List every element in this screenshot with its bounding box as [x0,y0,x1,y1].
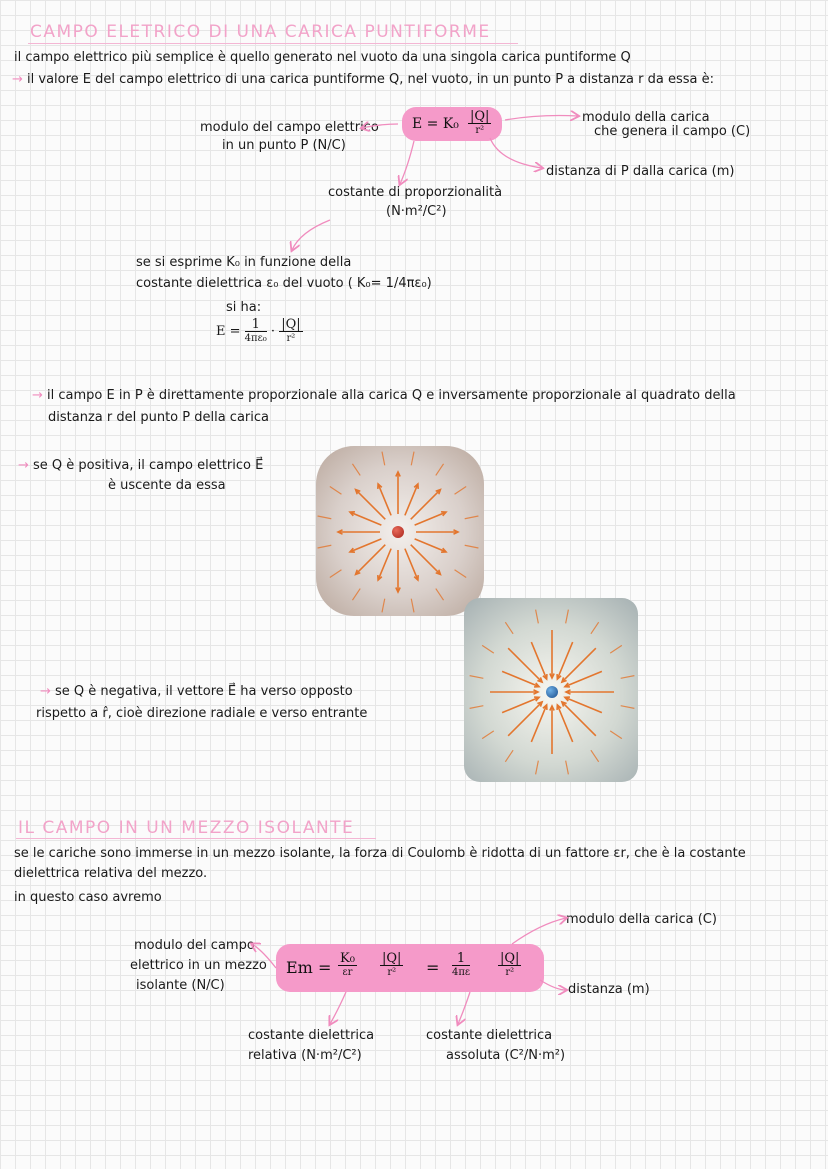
label-constant-1: costante di proporzionalità [328,185,503,200]
formula2-lhs: E = [216,324,241,339]
arrow-to-medium-field-label [252,944,276,968]
negative-line-1-text: se Q è negativa, il vettore E⃗ ha verso opposto [55,684,353,699]
k0-line-2: costante dielettrica ε₀ del vuoto ( K₀= 1/4πε₀) [136,276,432,291]
arrow-to-medium-distance-label [540,980,566,990]
formula2-den-2: r² [286,333,296,344]
k0-line-1: se si esprime K₀ in funzione della [136,255,352,270]
bullet-arrow-icon: → [12,72,28,87]
label-medium-field-2: elettrico in un mezzo [130,958,267,973]
positive-line-1-text: se Q è positiva, il campo elettrico E⃗ [33,458,264,473]
formula2-num-2: |Q| [281,317,301,332]
label-charge-modulus-2: che genera il campo (C) [594,124,751,139]
proportional-line-2: distanza r del punto P della carica [48,410,269,425]
formula-epsilon-form: E = $\frac{1}{\text{4πε₀}}$ · $\frac{|Q|}{\text{r²}}$ [216,317,301,344]
label-constant-2: (N·m²/C²) [386,204,447,219]
arrow-to-medium-charge-label [512,918,566,944]
frac3-den: 4πε [452,967,471,978]
frac2-num: |Q| [382,951,402,966]
label-distance: distanza di P dalla carica (m) [546,164,735,179]
arrow-to-absolute-dielectric [458,992,470,1024]
positive-line-2: è uscente da essa [108,478,226,493]
formula-medium-lhs: Em = [286,958,332,977]
arrow-to-relative-dielectric [330,992,346,1024]
intro-line-1: il campo elettrico più semplice è quello generato nel vuoto da una singola carica puntiforme Q [14,50,631,65]
label-relative-dielectric-1: costante dielettrica [248,1028,375,1043]
formula-denominator: r² [475,125,485,136]
section-title-insulating-medium: IL CAMPO IN UN MEZZO ISOLANTE [18,818,355,838]
intro-line-2-text: il valore E del campo elettrico di una carica puntiforme Q, nel vuoto, in un punto P a distanza r da essa è: [27,72,714,87]
label-absolute-dielectric-1: costante dielettrica [426,1028,553,1043]
frac1-num: K₀ [340,951,355,966]
arrow-to-charge-label [505,116,578,121]
arrow-to-field-label [362,124,398,128]
frac4-den: r² [505,967,515,978]
bullet-arrow-icon: → [18,458,34,473]
label-field-modulus-1: modulo del campo elettrico [200,120,379,135]
arrow-to-k0-note [292,220,330,250]
label-absolute-dielectric-2: assoluta (C²/N·m²) [446,1048,566,1063]
formula2-num-1: 1 [245,318,267,332]
label-charge-modulus-1: modulo della carica [582,110,710,125]
frac4-num: |Q| [500,951,520,966]
medium-line-1: se le cariche sono immerse in un mezzo isolante, la forza di Coulomb è ridotta di un fattore εr, che è la costante [14,846,746,861]
arrow-to-distance-label [490,138,542,168]
frac2-den: r² [387,967,397,978]
proportional-line-1-text: il campo E in P è direttamente proporzionale alla carica Q e inversamente proporzionale al quadrato della [47,388,736,403]
formula2-den-1: 4πε₀ [244,333,267,344]
frac3-num: 1 [452,952,470,966]
k0-line-3: si ha: [226,300,262,315]
section-title-point-charge: CAMPO ELETRICO DI UNA CARICA PUNTIFORME [30,22,491,42]
bullet-arrow-icon: → [40,684,56,699]
formula-equals: = [426,958,440,977]
formula-lhs: E = K₀ [412,116,459,132]
medium-line-2: dielettrica relativa del mezzo. [14,866,208,881]
bullet-arrow-icon: → [32,388,48,403]
frac1-den: εr [342,967,353,978]
label-medium-field-1: modulo del campo [134,938,255,953]
label-medium-field-3: isolante (N/C) [136,978,225,993]
negative-line-2: rispetto a r̂, cioè direzione radiale e verso entrante [36,706,368,721]
formula-numerator: |Q| [470,109,490,124]
label-field-modulus-2: in un punto P (N/C) [222,138,346,153]
label-medium-distance: distanza (m) [568,982,650,997]
medium-line-3: in questo caso avremo [14,890,162,905]
label-medium-charge: modulo della carica (C) [566,912,717,927]
label-relative-dielectric-2: relativa (N·m²/C²) [248,1048,362,1063]
arrow-to-constant-label [400,141,414,184]
